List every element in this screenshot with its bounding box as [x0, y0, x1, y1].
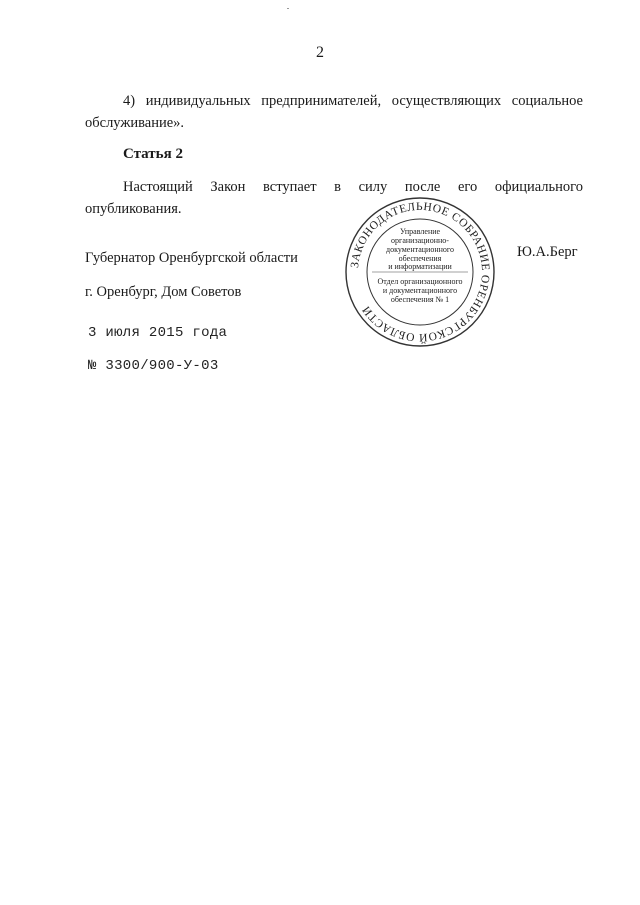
- governor-title: Губернатор Оренбургской области: [85, 250, 298, 266]
- stamp-inner-line: и документационного: [382, 286, 458, 295]
- stamp-inner-line: обеспечения: [398, 254, 442, 263]
- governor-name: Ю.А.Берг: [517, 244, 578, 260]
- scan-artifact-dot: [287, 8, 289, 9]
- official-seal-stamp: [344, 196, 496, 348]
- item-4-line-2: обслуживание».: [85, 115, 185, 131]
- stamp-inner-line: Управление: [399, 227, 441, 236]
- page-number: 2: [316, 44, 324, 61]
- article-2-paragraph: [85, 176, 583, 220]
- law-number: № 3300/900-У-03: [88, 358, 219, 374]
- article-2-line-1: Настоящий Закон вступает в силу после его официального: [123, 179, 583, 195]
- item-4-line-1: 4) индивидуальных предпринимателей, осуществляющих социальное: [123, 93, 583, 109]
- article-2-heading: Статья 2: [123, 146, 183, 162]
- stamp-inner-line: документационного: [386, 245, 454, 254]
- signing-date: 3 июля 2015 года: [88, 325, 228, 341]
- stamp-outer-text: ЗАКОНОДАТЕЛЬНОЕ СОБРАНИЕ ОРЕНБУРГСКОЙ ОБЛАСТИ: [349, 200, 492, 344]
- stamp-inner-line: Отдел организационного: [377, 277, 463, 286]
- article-2-line-2: опубликования.: [85, 201, 182, 217]
- item-4-paragraph: [85, 90, 583, 134]
- stamp-inner-line: и информатизации: [388, 262, 452, 271]
- stamp-inner-line: организационно-: [391, 236, 449, 245]
- stamp-inner-line: обеспечения № 1: [390, 295, 450, 304]
- signing-place: г. Оренбург, Дом Советов: [85, 284, 242, 300]
